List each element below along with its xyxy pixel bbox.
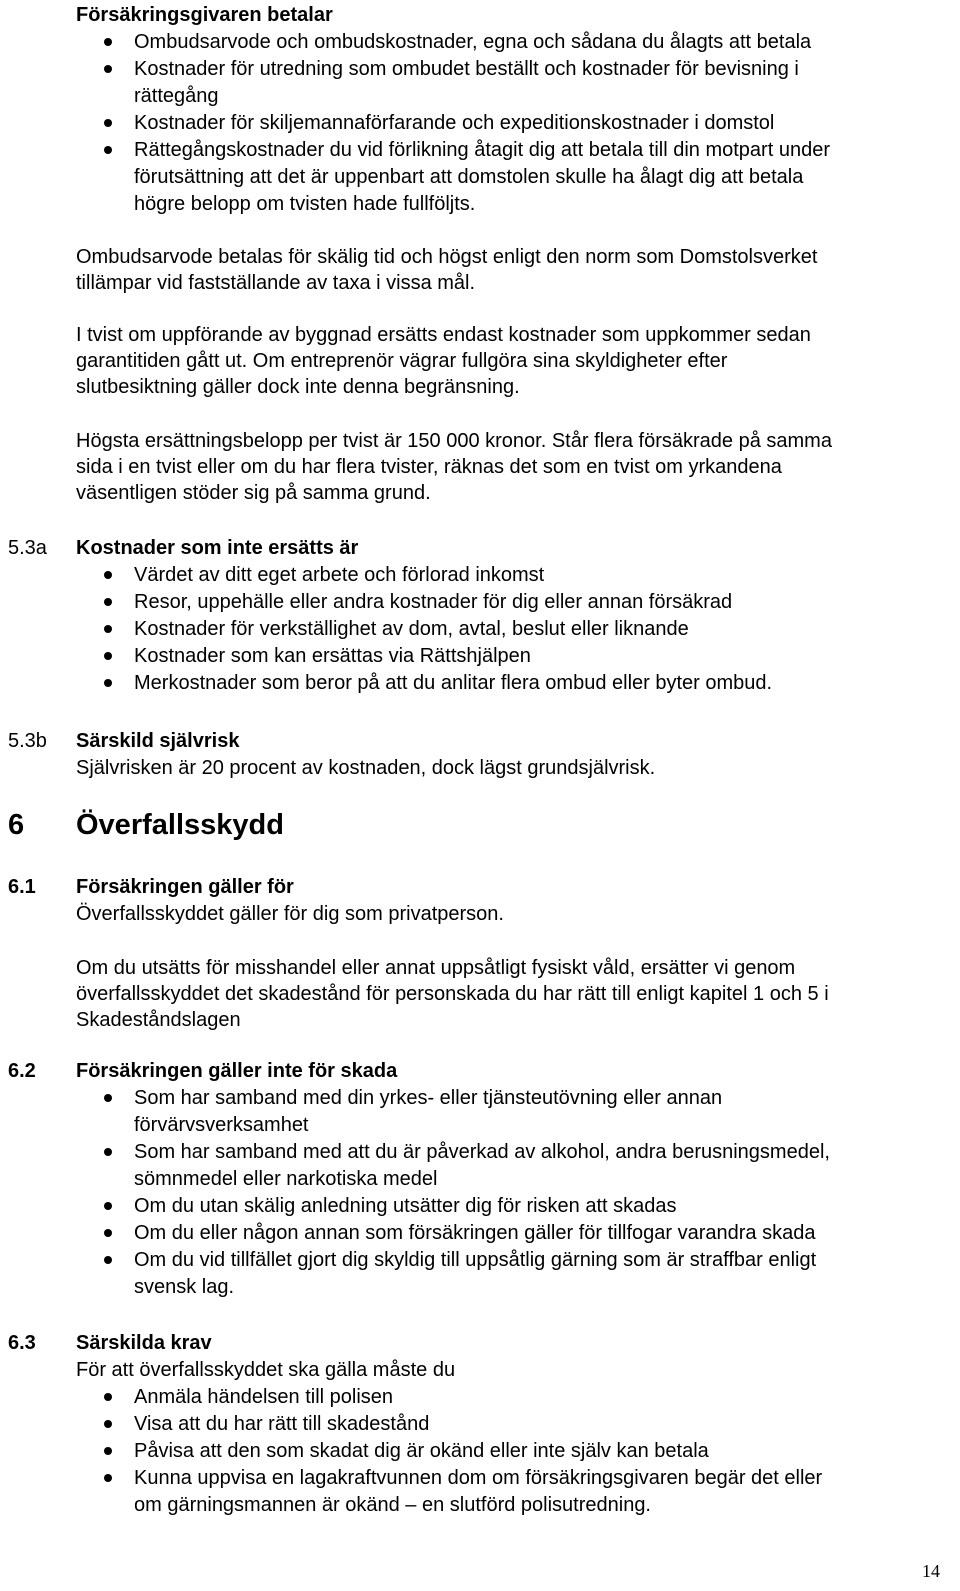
list-item-continuation: svensk lag. (134, 1276, 235, 1298)
bullet-list (96, 1085, 830, 1301)
list-item: Påvisa att den som skadat dig är okänd eller inte själv kan betala (96, 1438, 822, 1465)
bullet-icon (104, 1094, 112, 1102)
bullet-icon (104, 1447, 112, 1455)
list-item-continuation: förutsättning att det är uppenbart att domstolen skulle ha ålagt dig att betala (134, 166, 804, 188)
section-number: 6.3 (8, 1332, 36, 1354)
paragraph-line: Om du utsätts för misshandel eller annat uppsåtligt fysiskt våld, ersätter vi genom (76, 957, 796, 979)
bullet-icon (104, 598, 112, 606)
section-title: Kostnader som inte ersätts är (76, 537, 359, 559)
section-number: 6.2 (8, 1060, 36, 1082)
section-heading: Försäkringsgivaren betalar (76, 4, 333, 26)
list-item: Resor, uppehälle eller andra kostnader för dig eller annan försäkrad (96, 589, 772, 616)
bullet-icon (104, 571, 112, 579)
paragraph-line: tillämpar vid fastställande av taxa i vissa mål. (76, 272, 476, 294)
paragraph-line: väsentligen stöder sig på samma grund. (76, 482, 431, 504)
section-title: Försäkringen gäller inte för skada (76, 1060, 398, 1082)
section-title: Särskild självrisk (76, 730, 240, 752)
paragraph-line: slutbesiktning gäller dock inte denna begränsning. (76, 376, 520, 398)
bullet-icon (104, 119, 112, 127)
paragraph-line: Ombudsarvode betalas för skälig tid och högst enligt den norm som Domstolsverket (76, 246, 818, 268)
list-item-continuation: sömnmedel eller narkotiska medel (134, 1168, 438, 1190)
bullet-icon (104, 38, 112, 46)
list-item: Kostnader för verkställighet av dom, avtal, beslut eller liknande (96, 616, 772, 643)
list-item: Om du eller någon annan som försäkringen gäller för tillfogar varandra skada (96, 1220, 830, 1247)
list-item: Kostnader för skiljemannaförfarande och expeditionskostnader i domstol (96, 110, 830, 137)
paragraph-line: sida i en tvist eller om du har flera tvister, räknas det som en tvist om yrkandena (76, 456, 782, 478)
section-number: 6.1 (8, 876, 36, 898)
list-item: Anmäla händelsen till polisen (96, 1384, 822, 1411)
paragraph-line: Högsta ersättningsbelopp per tvist är 150 000 kronor. Står flera försäkrade på samma (76, 430, 832, 452)
list-item-continuation: rättegång (134, 85, 219, 107)
section-number: 5.3a (8, 537, 47, 559)
bullet-icon (104, 679, 112, 687)
list-item-continuation: om gärningsmannen är okänd – en slutförd polisutredning. (134, 1494, 651, 1516)
paragraph-line: För att överfallsskyddet ska gälla måste du (76, 1359, 456, 1381)
paragraph-line: Skadeståndslagen (76, 1009, 241, 1031)
list-item: Visa att du har rätt till skadestånd (96, 1411, 822, 1438)
list-item-continuation: förvärvsverksamhet (134, 1114, 309, 1136)
list-item: Värdet av ditt eget arbete och förlorad inkomst (96, 562, 772, 589)
list-item: Kunna uppvisa en lagakraftvunnen dom om försäkringsgivaren begär det eller (96, 1465, 822, 1492)
list-item: Ombudsarvode och ombudskostnader, egna och sådana du ålagts att betala (96, 29, 830, 56)
bullet-list (96, 29, 830, 218)
list-item: Kostnader som kan ersättas via Rättshjälpen (96, 643, 772, 670)
list-item: Kostnader för utredning som ombudet beställt och kostnader för bevisning i (96, 56, 830, 83)
list-item: Om du vid tillfället gjort dig skyldig till uppsåtlig gärning som är straffbar enligt (96, 1247, 830, 1274)
paragraph-line: garantitiden gått ut. Om entreprenör vägrar fullgöra sina skyldigheter efter (76, 350, 728, 372)
list-item: Om du utan skälig anledning utsätter dig för risken att skadas (96, 1193, 830, 1220)
bullet-icon (104, 1256, 112, 1264)
bullet-icon (104, 1229, 112, 1237)
bullet-list (96, 562, 772, 697)
bullet-icon (104, 1393, 112, 1401)
bullet-icon (104, 652, 112, 660)
list-item: Rättegångskostnader du vid förlikning åtagit dig att betala till din motpart under (96, 137, 830, 164)
list-item: Som har samband med att du är påverkad av alkohol, andra berusningsmedel, (96, 1139, 830, 1166)
bullet-icon (104, 625, 112, 633)
paragraph-line: Självrisken är 20 procent av kostnaden, dock lägst grundsjälvrisk. (76, 757, 656, 779)
section-number: 5.3b (8, 730, 47, 752)
chapter-title: Överfallsskydd (76, 809, 284, 841)
bullet-icon (104, 146, 112, 154)
paragraph-line: Överfallsskyddet gäller för dig som privatperson. (76, 903, 504, 925)
section-title: Försäkringen gäller för (76, 876, 294, 898)
bullet-icon (104, 1474, 112, 1482)
list-item: Merkostnader som beror på att du anlitar flera ombud eller byter ombud. (96, 670, 772, 697)
bullet-icon (104, 65, 112, 73)
paragraph-line: överfallsskyddet det skadestånd för personskada du har rätt till enligt kapitel 1 och 5 i (76, 983, 829, 1005)
list-item: Som har samband med din yrkes- eller tjänsteutövning eller annan (96, 1085, 830, 1112)
chapter-number: 6 (8, 809, 25, 841)
bullet-icon (104, 1148, 112, 1156)
bullet-icon (104, 1420, 112, 1428)
bullet-list (96, 1384, 822, 1519)
list-item-continuation: högre belopp om tvisten hade fullföljts. (134, 193, 476, 215)
page-number: 14 (922, 1561, 940, 1581)
bullet-icon (104, 1202, 112, 1210)
section-title: Särskilda krav (76, 1332, 212, 1354)
paragraph-line: I tvist om uppförande av byggnad ersätts endast kostnader som uppkommer sedan (76, 324, 811, 346)
